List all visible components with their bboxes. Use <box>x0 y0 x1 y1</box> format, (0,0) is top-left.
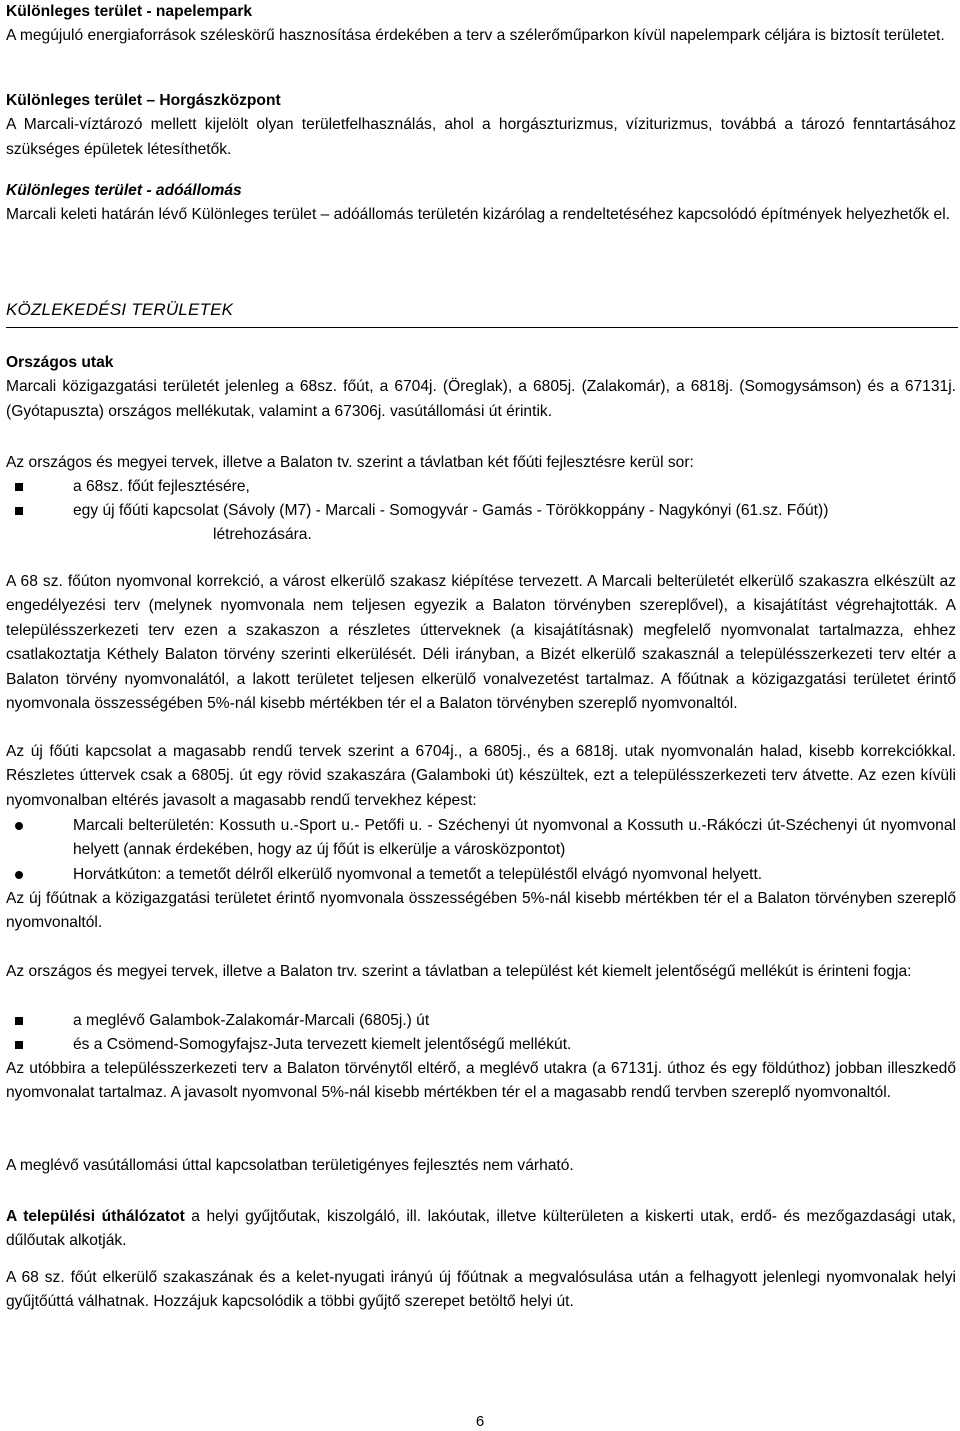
paragraph-utobbira: Az utóbbira a településszerkezeti terv a Balaton törvénytől eltérő, a meglévő utakra (a 67131j. úthoz és egy földúthoz) jobban illeszkedő nyomvonalat tartalmaz. A javasolt nyomvonal 5%-nál kisebb mértékben tér el a magasabb rendű tervben szereplő nyomvonaltól. <box>6 1060 956 1102</box>
paragraph-adoallomas: Marcali keleti határán lévő Különleges terület – adóállomás területén kizárólag a rendeltetéséhez kapcsolódó építmények helyezhetők el. <box>6 206 950 224</box>
section-napelempark <box>6 0 956 49</box>
paragraph-uj-fout-elteres: Az új főútnak a közigazgatási területet érintő nyomvonala összességében 5%-nál kisebb mértékben tér el a Balaton törvényben szereplő nyomvonaltól. <box>6 890 956 932</box>
paragraph-68-fout: A 68 sz. főúton nyomvonal korrekció, a várost elkerülő szakasz kiépítése tervezett. A Marcali belterületét elkerülő szakaszra elkészült az engedélyezési terv (melynek nyomvonala nem teljesen egyezik a Balaton törvényben szereplővel), a kisajátítást végrehajtották. A településszerkezeti terv ezen a szakaszon a részletes útterveknek (a kisajátításnak) megfelelő nyomvonalat tartalmazza, ehhez csatlakoztatja Kéthely Balaton törvény szerinti elkerülését. Déli irányban, a Bizét elkerülő szakasznál a településszerkezeti terv eltér a Balaton törvény nyomvonalától, a lakott területet teljesen elkerülő vonalvezetést tartalmaz. A főútnak a közigazgatási területet érintő nyomvonala összességében 5%-nál kisebb mértékben tér el a Balaton törvényben szereplő nyomvonaltól. <box>6 573 956 713</box>
paragraph-vasutallomas: A meglévő vasútállomási úttal kapcsolatban területigényes fejlesztés nem várható. <box>6 1157 574 1174</box>
round-bullet-icon <box>12 814 26 838</box>
square-bullet-icon <box>12 475 26 499</box>
paragraph-horgaszkozpont: A Marcali-víztározó mellett kijelölt olyan területfelhasználás, ahol a horgászturizmus, víziturizmus, továbbá a tározó fenntartásához szükséges épületek létesíthetők. <box>6 116 956 158</box>
section-title: KÖZLEKEDÉSI TERÜLETEK <box>6 300 958 328</box>
page-number: 6 <box>475 1413 485 1430</box>
list-item: a meglévő Galambok-Zalakomár-Marcali (6805j.) út <box>6 1009 956 1033</box>
paragraph-napelempark: A megújuló energiaforrások széleskörű hasznosítása érdekében a terv a szélerőműparkon kívül napelempark céljára is biztosít területet. <box>6 27 945 45</box>
square-bullet-icon <box>12 499 26 523</box>
round-bullet-icon <box>12 863 26 887</box>
square-bullet-icon <box>12 1009 26 1033</box>
paragraph-telepulesi-uthalozat: A települési úthálózatot a helyi gyűjtőutak, kiszolgáló, ill. lakóutak, illetve külterületen a kiskerti utak, erdő- és mezőgazdasági utak, dűlőutak alkotják. <box>6 1208 956 1250</box>
section-orszagos-utak <box>6 351 956 424</box>
square-bullet-icon <box>12 1033 26 1057</box>
section-adoallomas <box>6 179 956 228</box>
paragraph-uj-fouti: Az új főúti kapcsolat a magasabb rendű tervek szerint a 6704j., a 6805j., és a 6818j. utak nyomvonalán halad, kisebb korrekciókkal. Részletes úttervek csak a 6805j. út egy rövid szakaszára (Galamboki út) készültek, ezt a településszerkezeti terv átvette. Az ezen kívüli nyomvonalban eltérés javasolt a magasabb rendű tervekhez képest: <box>6 743 956 809</box>
paragraph-tervek-mellekut: Az országos és megyei tervek, illetve a Balaton trv. szerint a távlatban a települést két kiemelt jelentőségű mellékút is érinteni fogja: <box>6 963 912 980</box>
bold-term: A települési úthálózatot <box>6 1208 185 1225</box>
paragraph-tervek-intro: Az országos és megyei tervek, illetve a Balaton tv. szerint a távlatban két főúti fejlesztésre kerül sor: <box>6 454 694 471</box>
heading-horgaszkozpont: Különleges terület – Horgászközpont <box>6 92 281 109</box>
list-item: és a Csömend-Somogyfajsz-Juta tervezett kiemelt jelentőségű mellékút. <box>6 1033 956 1057</box>
paragraph-felhagyott-nyomvonalak: A 68 sz. főút elkerülő szakaszának és a kelet-nyugati irányú új főútnak a megvalósulása után a felhagyott jelenlegi nyomvonalak helyi gyűjtőúttá válhatnak. Hozzájuk kapcsolódik a többi gyűjtő szerepet betöltő helyi út. <box>6 1269 956 1311</box>
heading-adoallomas: Különleges terület - adóállomás <box>6 182 242 199</box>
list-item: Horvátkúton: a temetőt délről elkerülő nyomvonal a temetőt a településtől elvágó nyomvonal helyett. <box>6 863 956 887</box>
section-horgaszkozpont <box>6 89 956 162</box>
heading-orszagos-utak: Országos utak <box>6 354 114 371</box>
list-item: egy új főúti kapcsolat (Sávoly (M7) - Marcali - Somogyvár - Gamás - Törökkoppány - Nagykónyi (61.sz. Főút)) létrehozására. <box>6 499 956 548</box>
paragraph-orszagos-utak: Marcali közigazgatási területét jelenleg a 68sz. főút, a 6704j. (Öreglak), a 6805j. (Zalakomár), a 6818j. (Somogysámson) és a 67131j. (Gyótapuszta) országos mellékutak, valamint a 67306j. vasútállomási út érintik. <box>6 378 956 420</box>
heading-napelempark: Különleges terület - napelempark <box>6 3 253 20</box>
list-item: Marcali belterületén: Kossuth u.-Sport u.- Petőfi u. - Széchenyi út nyomvonal a Kossuth u.-Rákóczi út-Széchenyi út nyomvonal helyett (annak érdekében, hogy az új főút is elkerülje a városközpontot) <box>6 814 956 863</box>
list-item: a 68sz. főút fejlesztésére, <box>6 475 956 499</box>
